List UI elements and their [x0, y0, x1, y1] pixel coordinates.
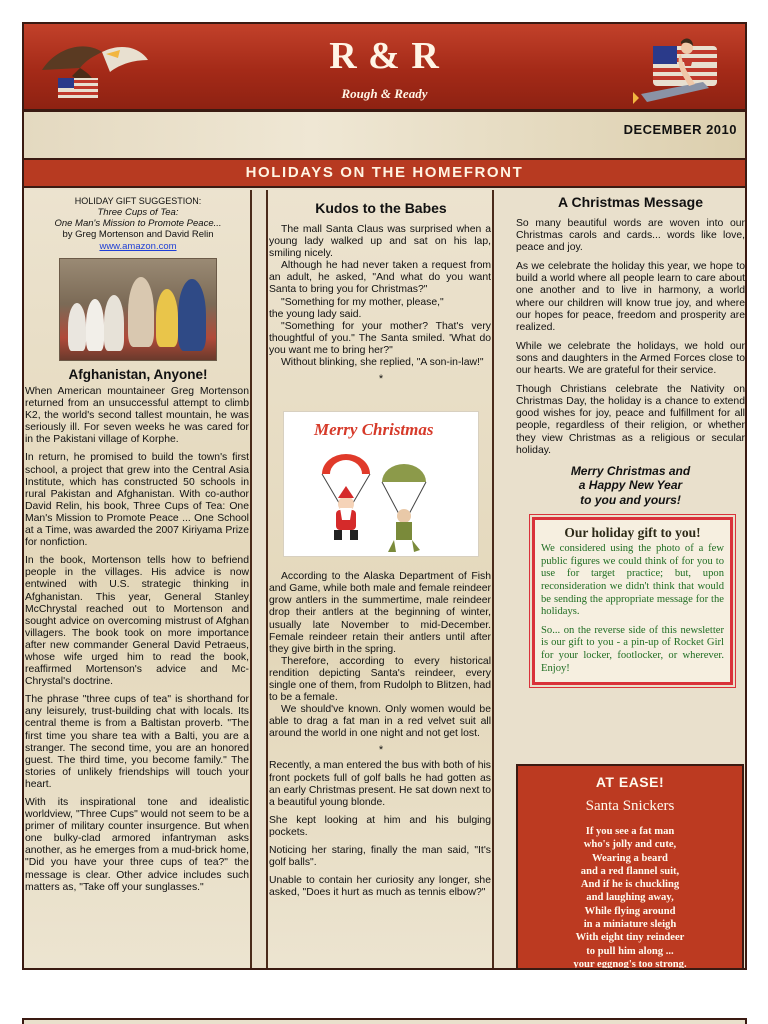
reindeer-paragraph-3: We should've known. Only women would be able to drag a fat man in a red velvet suit all around the world in one night and not get lost. — [269, 704, 491, 740]
issue-date: DECEMBER 2010 — [623, 122, 737, 137]
kudos-heading: Kudos to the Babes — [315, 200, 447, 216]
afghan-paragraph-2: In return, he promised to build the town's first school, a project that grew into the Central Asia Institute, which has constructed 50 schools in rural Pakistan and Afghanistan. With co-author David Relin, his book, Three Cups of Tea: One Man's Mission to Promote Peace ... One School at a Time, was awarded the 2007 Kiriyama Prize for nonfiction. — [25, 452, 249, 549]
poem-line: If you see a fat man — [585, 826, 675, 837]
poem-line: your eggnog's too strong. — [573, 958, 687, 968]
poem-line: to pull him along ... — [586, 945, 674, 957]
kudos-paragraph-1: The mall Santa Claus was surprised when a young lady walked up and sat on his lap, smiling nicely. — [269, 224, 491, 260]
message-paragraph-4: Though Christians celebrate the Nativity on Christmas Day, the holiday is a chance to extend good wishes for joy, peace and fulfillment for all people, regardless of their religion, or whether they view Christmas as a religious or secular holiday. — [516, 384, 745, 456]
message-paragraph-3: While we celebrate the holidays, we hold our sons and daughters in the Armed Forces close to our hearts. We are grateful for their service. — [516, 340, 745, 377]
book-title-line2: One Man's Mission to Promote Peace... — [54, 218, 222, 229]
masthead — [24, 24, 745, 112]
column-christmas-message — [516, 190, 745, 968]
at-ease-box — [516, 764, 744, 968]
gift-suggestion-lead: HOLIDAY GIFT SUGGESTION: — [74, 196, 202, 206]
golf-paragraph-2: She kept looking at him and his bulging pockets. — [269, 814, 491, 838]
greeting-line-1: Merry Christmas and — [570, 463, 691, 478]
holiday-gift-box — [532, 517, 733, 685]
golf-paragraph-3: Noticing her staring, finally the man said, "It's golf balls". — [269, 845, 491, 869]
kudos-paragraph-2: Although he had never taken a request from an adult, he asked, "And what do you want Santa to bring you for Christmas?" — [269, 260, 491, 296]
newsletter-title: R & R — [329, 35, 440, 77]
gift-paragraph-1: We considered using the photo of a few public figures we could think of for you to use for target practice; but, upon reconsideration we didn't think that would be sending the appropriate message for the holidays. — [541, 543, 724, 618]
afghan-paragraph-4: The phrase "three cups of tea" is shorthand for any leisurely, trust-building chat with locals. Its central theme is from a Baltistan proverb. "The first time you share tea with a Balti, you are a stranger. The second time, you are an honored guest. The third time, you become family." The stories of unlikely friendships will touch your heart. — [25, 694, 249, 790]
greeting-line-3: to you and yours! — [580, 492, 681, 507]
separator-star: * — [378, 744, 384, 757]
kudos-paragraph-3: "Something for my mother, please," — [281, 296, 444, 308]
golf-paragraph-1: Recently, a man entered the bus with both of his front pockets full of golf balls he had gotten as an early Christmas present. He sat down next to a beautiful young blonde. — [269, 760, 491, 808]
poem-line: and a red flannel suit, — [580, 865, 680, 877]
pinup-rocket-girl-icon — [633, 28, 725, 108]
santa-poem — [518, 825, 742, 968]
book-title-line1: Three Cups of Tea: — [97, 207, 179, 218]
gift-paragraph-2: So... on the reverse side of this newsletter is our gift to you - a pin-up of Rocket Girl for your locker, footlocker, or wherever. Enjoy! — [541, 624, 724, 674]
gift-suggestion — [24, 196, 252, 252]
afghan-paragraph-5: With its inspirational tone and idealistic worldview, "Three Cups" would not seem to be a primer of military counter insurgence. But when one bulky-clad armored infantryman asks another, as he emerges from a mud-brick home, "Did you have your three cups of tea?" the message is clear. Other advice includes such matters as, "Take off your sunglasses." — [25, 797, 249, 893]
poem-line: and laughing away, — [586, 892, 674, 904]
merry-christmas-text: Merry Christmas — [314, 420, 434, 440]
newsletter-page — [22, 22, 747, 970]
date-band — [24, 112, 745, 158]
separator-star: * — [378, 373, 384, 386]
santa-snickers-heading: Santa Snickers — [585, 798, 675, 814]
merry-christmas-card — [283, 411, 479, 557]
afghan-paragraph-1: When American mountaineer Greg Mortenson returned from an unsuccessful attempt to climb K2, the world's second tallest mountain, he was seriously ill. For seven weeks he was cared for in the Pakistani village of Korphe. — [25, 386, 249, 446]
poem-line: Wearing a beard — [592, 852, 668, 864]
santa-parachute-icon — [284, 412, 480, 558]
poem-line: With eight tiny reindeer — [575, 932, 685, 944]
next-page-edge — [22, 1018, 747, 1024]
poem-line: While flying around — [584, 905, 676, 917]
column-kudos — [266, 190, 494, 968]
book-authors: by Greg Mortenson and David Relin — [62, 229, 214, 240]
column-afghanistan — [24, 190, 252, 968]
reindeer-paragraph-1: According to the Alaska Department of Fish and Game, while both male and female reindeer grow antlers in the summertime, male reindeer drop their antlers at the beginning of winter, usually late November to mid-December. Female reindeer retain their antlers until after they give birth in the spring. — [269, 571, 491, 655]
afghan-classroom-photo — [59, 258, 217, 361]
kudos-paragraph-5: "Something for your mother? That's very thoughtful of you." The Santa smiled. 'What do you want me to bring her?" — [269, 320, 491, 356]
kudos-paragraph-6: Without blinking, she replied, "A son-in-law!" — [281, 357, 484, 369]
poem-line: in a miniature sleigh — [583, 919, 677, 931]
section-banner-title: HOLIDAYS ON THE HOMEFRONT — [245, 164, 524, 181]
afghanistan-heading: Afghanistan, Anyone! — [68, 367, 208, 382]
message-paragraph-2: As we celebrate the holiday this year, we hope to build a world where all people learn to care about one another and to live in harmony, a world where our children will know true joy, and where our hopes for peace, freedom and prosperity are realized. — [516, 261, 745, 333]
afghan-paragraph-3: In the book, Mortenson tells how to befriend people in the villages. His advice is now entwined with U.S. strategic thinking in Afghanistan. This year, General Stanley McChrystal reached out to Mortenson and sought advice on overcoming mistrust of Afghan villagers. The book took on more importance after new commander General David Petraeus, whose wife urged him to read the book, reaffirmed Mortenson's advice and Mc-Chrystal's doctrine. — [25, 555, 249, 688]
greeting-line-2: a Happy New Year — [578, 478, 683, 493]
holiday-greeting — [516, 464, 745, 508]
poem-line: who's jolly and cute, — [583, 839, 677, 851]
newsletter-subtitle: Rough & Ready — [341, 86, 428, 101]
kudos-paragraph-4: the young lady said. — [269, 308, 362, 320]
section-banner — [24, 158, 745, 188]
poem-line: And if he is chuckling — [580, 879, 680, 891]
golf-paragraph-4: Unable to contain her curiosity any longer, she asked, "Does it hurt as much as tennis elbow?" — [269, 875, 491, 899]
message-paragraph-1: So many beautiful words are woven into our Christmas carols and cards... words like love, peace and joy. — [516, 218, 745, 254]
at-ease-heading: AT EASE! — [595, 774, 665, 790]
christmas-message-heading: A Christmas Message — [558, 194, 703, 210]
reindeer-paragraph-2: Therefore, according to every historical rendition depicting Santa's reindeer, every single one of them, from Rudolph to Blitzen, had to be a female. — [269, 655, 491, 704]
amazon-link[interactable]: www.amazon.com — [99, 241, 177, 252]
gift-heading: Our holiday gift to you! — [564, 525, 701, 541]
